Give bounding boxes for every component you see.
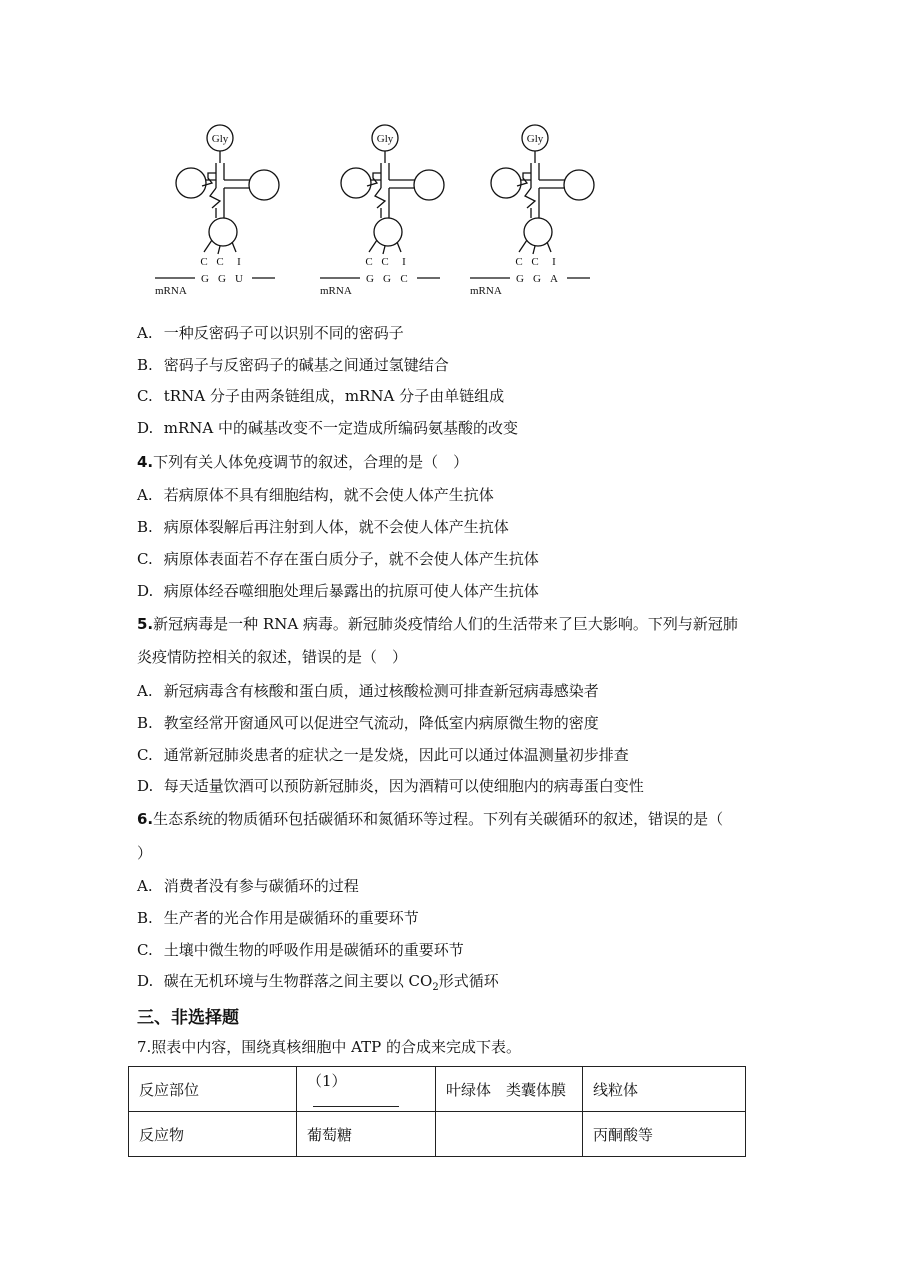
anticodon-loop-circle <box>374 218 402 246</box>
anticodon-ticks <box>519 240 551 254</box>
trna-diagram-svg <box>140 118 610 308</box>
anticodon-loop-circle <box>524 218 552 246</box>
q5-option-d: D. 每天适量饮酒可以预防新冠肺炎，因为酒精可以使细胞内的病毒蛋白变性 <box>137 777 644 795</box>
acceptor-stem <box>381 151 389 188</box>
amino-acid-label: Gly <box>526 133 544 145</box>
table-cell: 反应物 <box>129 1112 297 1157</box>
q4-option-b: B. 病原体裂解后再注射到人体，就不会使人体产生抗体 <box>137 518 509 536</box>
table-cell: 反应部位 <box>129 1067 297 1112</box>
anticodon-stem <box>525 188 539 218</box>
q3-option-b: B. 密码子与反密码子的碱基之间通过氢键结合 <box>137 356 449 374</box>
anticodon-base: C <box>381 256 389 268</box>
answer-blank-1[interactable] <box>313 1092 399 1107</box>
trna-molecule <box>470 125 594 297</box>
anticodon-ticks <box>369 240 401 254</box>
anticodon-stem <box>375 188 389 218</box>
anticodon-base: C <box>216 256 224 268</box>
codon-base: G <box>516 273 524 285</box>
t-loop-circle <box>564 170 594 200</box>
table-cell-empty[interactable] <box>436 1112 583 1157</box>
q5-stem-line1: 5.新冠病毒是一种 RNA 病毒。新冠肺炎疫情给人们的生活带来了巨大影响。下列与新冠肺 <box>137 615 738 633</box>
trna-molecule <box>320 125 444 297</box>
acceptor-stem <box>216 151 224 188</box>
acceptor-stem <box>531 151 539 188</box>
q4-option-c: C. 病原体表面若不存在蛋白质分子，就不会使人体产生抗体 <box>137 550 539 568</box>
anticodon-loop-circle <box>209 218 237 246</box>
q7-stem: 7.照表中内容，围绕真核细胞中 ATP 的合成来完成下表。 <box>137 1038 521 1056</box>
anticodon-base: I <box>237 256 241 268</box>
amino-acid-label: Gly <box>376 133 394 145</box>
q4-stem: 4.下列有关人体免疫调节的叙述，合理的是（ ） <box>137 453 469 471</box>
q6-option-c: C. 土壤中微生物的呼吸作用是碳循环的重要环节 <box>137 941 464 959</box>
mrna-label: mRNA <box>320 285 352 297</box>
trna-molecule <box>155 125 279 297</box>
q3-option-c: C. tRNA 分子由两条链组成，mRNA 分子由单链组成 <box>137 387 505 405</box>
codon-base: C <box>400 273 408 285</box>
q5-stem-line2: 炎疫情防控相关的叙述，错误的是（ ） <box>137 648 408 666</box>
codon-base: U <box>235 273 243 285</box>
trna-diagram <box>140 118 610 308</box>
q3-option-d: D. mRNA 中的碱基改变不一定造成所编码氨基酸的改变 <box>137 419 519 437</box>
table-row <box>129 1112 746 1157</box>
d-loop-circle <box>341 168 371 198</box>
d-loop-circle <box>176 168 206 198</box>
t-loop-circle <box>414 170 444 200</box>
table-cell: 叶绿体 类囊体膜 <box>436 1067 583 1112</box>
anticodon-base: I <box>402 256 406 268</box>
t-loop-circle <box>249 170 279 200</box>
q6-option-b: B. 生产者的光合作用是碳循环的重要环节 <box>137 909 419 927</box>
anticodon-base: C <box>531 256 539 268</box>
atp-table <box>128 1066 746 1157</box>
q6-stem-line1: 6.生态系统的物质循环包括碳循环和氮循环等过程。下列有关碳循环的叙述，错误的是（ <box>137 810 724 828</box>
q3-option-a: A. 一种反密码子可以识别不同的密码子 <box>137 324 404 342</box>
right-arm <box>224 180 250 188</box>
amino-acid-label: Gly <box>211 133 229 145</box>
d-loop-circle <box>491 168 521 198</box>
table-cell: 葡萄糖 <box>297 1112 436 1157</box>
anticodon-base: C <box>365 256 373 268</box>
table-row <box>129 1067 746 1112</box>
codon-base: G <box>201 273 209 285</box>
q4-option-d: D. 病原体经吞噬细胞处理后暴露出的抗原可使人体产生抗体 <box>137 582 539 600</box>
codon-base: G <box>533 273 541 285</box>
section-title: 三、非选择题 <box>137 1008 239 1028</box>
mrna-label: mRNA <box>470 285 502 297</box>
q6-option-d: D. 碳在无机环境与生物群落之间主要以 $CO_2$形式循环 <box>137 972 499 993</box>
anticodon-base: C <box>515 256 523 268</box>
q6-stem-line2: ） <box>137 844 153 862</box>
right-arm <box>539 180 565 188</box>
table-cell: 线粒体 <box>583 1067 746 1112</box>
table-cell: 丙酮酸等 <box>583 1112 746 1157</box>
codon-base: G <box>383 273 391 285</box>
anticodon-base: I <box>552 256 556 268</box>
q5-option-a: A. 新冠病毒含有核酸和蛋白质，通过核酸检测可排查新冠病毒感染者 <box>137 682 599 700</box>
codon-base: A <box>550 273 558 285</box>
mrna-label: mRNA <box>155 285 187 297</box>
q4-option-a: A. 若病原体不具有细胞结构，就不会使人体产生抗体 <box>137 486 494 504</box>
anticodon-stem <box>210 188 224 218</box>
table-cell-blank: （1） <box>297 1067 436 1112</box>
right-arm <box>389 180 415 188</box>
q6-option-a: A. 消费者没有参与碳循环的过程 <box>137 877 359 895</box>
anticodon-ticks <box>204 240 236 254</box>
codon-base: G <box>366 273 374 285</box>
codon-base: G <box>218 273 226 285</box>
anticodon-base: C <box>200 256 208 268</box>
q5-option-c: C. 通常新冠肺炎患者的症状之一是发烧，因此可以通过体温测量初步排查 <box>137 746 629 764</box>
q5-option-b: B. 教室经常开窗通风可以促进空气流动，降低室内病原微生物的密度 <box>137 714 599 732</box>
